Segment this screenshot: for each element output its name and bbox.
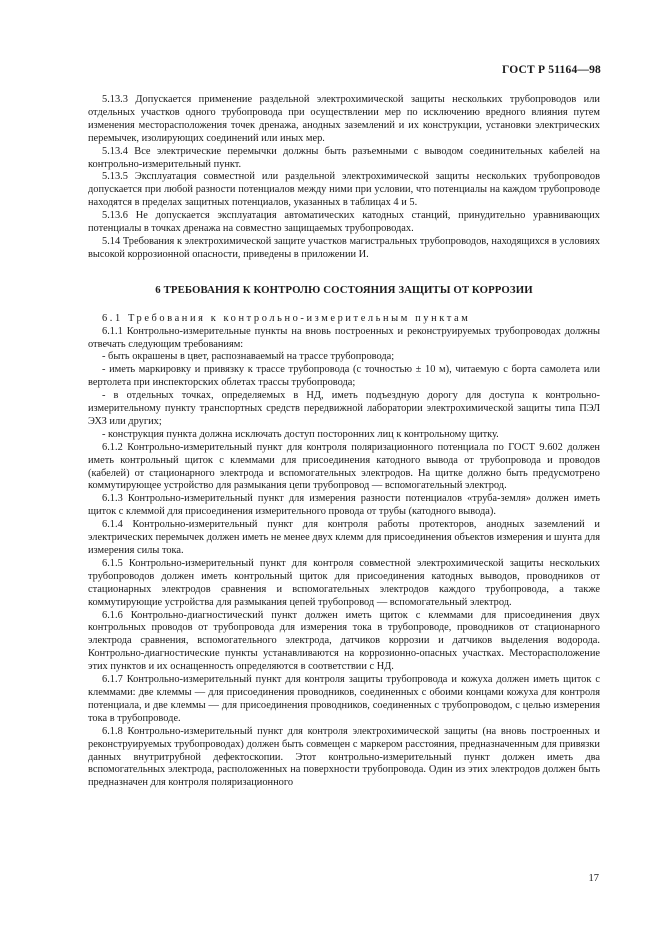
paragraph-6-1-2: 6.1.2 Контрольно-измерительный пункт для контроля поляризационного потенциала по ГОСТ 9.602 должен иметь контрольный щиток с клеммами для присоединения катодного вывода от трубопровода и проводов (кабелей) от стационарного электрода и вспомогательных электродов. На щитке должно быть предусмотрено коммутирующее устройство для размыкания цепи трубопровод — вспомогательный электрод. [88,441,600,492]
subsection-title-6-1: 6.1 Требования к контрольно-измерительным пунктам [102,312,471,324]
paragraph-6-1-5: 6.1.5 Контрольно-измерительный пункт для контроля совместной электрохимической защиты нескольких трубопроводов должен иметь контрольный щиток для присоединения катодных выводов, проводников от стационарных электродов сравнения и вспомогательных электродов каждого трубопровода, а также коммутирующие устройства для размыкания цепей трубопровод — вспомогательный электрод. [88,557,600,608]
paragraph-5-14: 5.14 Требования к электрохимической защите участков магистральных трубопроводов, находящихся в условиях высокой коррозионной опасности, приведены в приложении И. [88,235,600,260]
paragraph-5-13-5: 5.13.5 Эксплуатация совместной или раздельной электрохимической защиты нескольких трубопроводов допускается при любой разности потенциалов между ними при условии, что потенциалы на каждом трубопроводе находятся в пределах защитных потенциалов, указанных в таблицах 4 и 5. [88,171,600,209]
list-item: - в отдельных точках, определяемых в НД, иметь подъездную дорогу для доступа к контрольно-измерительному пункту транспортных средств передвижной лаборатории электрохимической защиты типа ПЭЛ ЭХЗ или других; [88,390,600,427]
list-item: - конструкция пункта должна исключать доступ посторонних лиц к контрольному щитку. [102,428,499,440]
paragraph-6-1-3: 6.1.3 Контрольно-измерительный пункт для измерения разности потенциалов «труба-земля» должен иметь щиток с клеммой для присоединения измерительного провода от трубы (катодного вывода). [88,493,600,518]
paragraph-6-1-8: 6.1.8 Контрольно-измерительный пункт для контроля электрохимической защиты (на вновь построенных и реконструируемых трубопроводах) должен быть совмещен с маркером расстояния, предназначенным для привязки данных внутритрубной дефектоскопии. Этот контрольно-измерительный пункт должен иметь два вспомогательных электрода, расположенных на поверхности трубопровода. Один из этих электродов должен быть предназначен для контроля поляризационного [88,725,600,789]
section-title-6: 6 ТРЕБОВАНИЯ К КОНТРОЛЮ СОСТОЯНИЯ ЗАЩИТЫ ОТ КОРРОЗИИ [155,283,533,296]
paragraph-5-13-6: 5.13.6 Не допускается эксплуатация автоматических катодных станций, принудительно уравнивающих потенциалы в точках дренажа на совместно защищаемых трубопроводах. [88,210,600,235]
paragraph-6-1-7: 6.1.7 Контрольно-измерительный пункт для контроля защиты трубопровода и кожуха должен иметь щиток с клеммами: две клеммы — для присоединения проводников, соединенных с обоими концами кожуха для контроля потенциала, и две клеммы — для присоединения проводников, соединенных с трубопроводом, с целью измерения тока в трубопроводе. [88,674,600,724]
paragraph-5-13-3: 5.13.3 Допускается применение раздельной электрохимической защиты нескольких трубопроводов или отдельных участков одного трубопровода при осуществлении мер по исключению вредного влияния путем изменения месторасположения точек дренажа, анодных заземлений и их конструкции, установки электрических перемычек, изолирующих соединений или иных мер. [88,94,600,144]
document-code-header: ГОСТ Р 51164—98 [502,64,601,76]
paragraph-6-1-1: 6.1.1 Контрольно-измерительные пункты на вновь построенных и реконструируемых трубопроводах должны отвечать следующим требованиям: [88,325,600,350]
paragraph-6-1-4: 6.1.4 Контрольно-измерительный пункт для контроля работы протекторов, анодных заземлений и электрических перемычек должен иметь не менее двух клемм для присоединения объектов измерения и шунта для измерения силы тока. [88,519,600,556]
list-item: - иметь маркировку и привязку к трассе трубопровода (с точностью ± 10 м), читаемую с борта самолета или вертолета при инспекторских облетах трассы трубопровода; [88,364,600,389]
paragraph-5-13-4: 5.13.4 Все электрические перемычки должны быть разъемными с выводом соединительных кабелей на контрольно-измерительный пункт. [88,145,600,170]
paragraph-6-1-6: 6.1.6 Контрольно-диагностический пункт должен иметь щиток с клеммами для присоединения двух контрольных проводов от трубопровода для измерения тока в трубопроводе, проводников от стационарного электрода сравнения, вспомогательного электрода, датчиков коррозии и датчиков выделения водорода. Контрольно-диагностические пункты устанавливаются на коррозионно-опасных участках. Месторасположение этих пунктов и их оснащенность определяются в соответствии с НД. [88,609,600,673]
list-item: - быть окрашены в цвет, распознаваемый на трассе трубопровода; [102,351,395,363]
page-number: 17 [588,873,599,884]
document-body [88,94,600,790]
